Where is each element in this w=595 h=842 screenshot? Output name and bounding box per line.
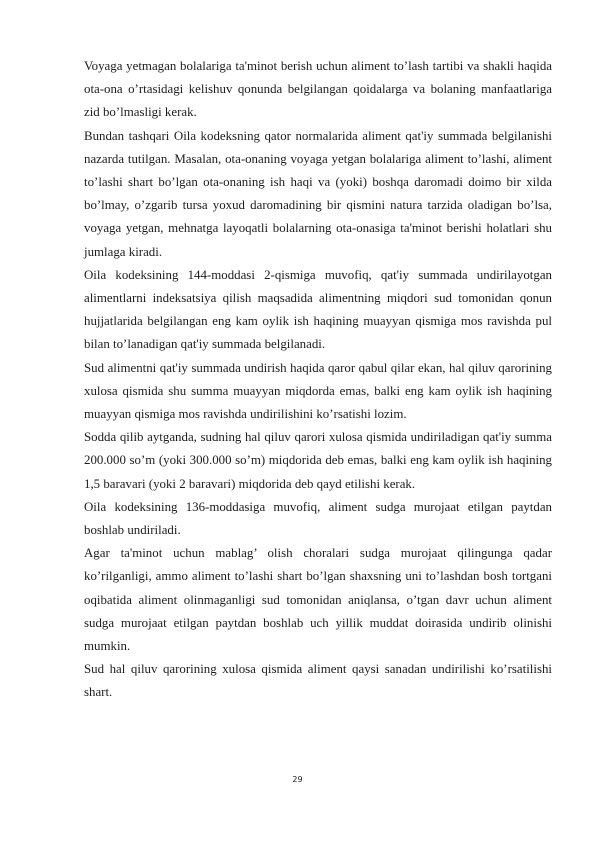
paragraph-5: Sodda qilib aytganda, sudning hal qiluv qarori xulosa qismida undiriladigan qat'iy summa 200.000 so’m (yoki 300.000 so’m) miqdorida deb emas, balki eng kam oylik ish haqining 1,5 baravari (yoki 2 baravari) miqdorida deb qayd etilishi kerak. [84, 430, 552, 491]
paragraph-3: Oila kodeksining 144-moddasi 2-qismiga muvofiq, qat'iy summada undirilayotgan alimentlarni indeksatsiya qilish maqsadida alimentning miqdori sud tomonidan qonun hujjatlarida belgilangan eng kam oylik ish haqining muayyan qismiga mos ravishda pul bilan to’lanadigan qat'iy summada belgilanadi. [84, 267, 552, 352]
paragraph-7: Agar ta'minot uchun mablag’ olish choralari sudga murojaat qilingunga qadar ko’rilganligi, ammo aliment to’lashi shart bo’lgan shaxsning uni to’lashdan bosh tortgani oqibatida aliment olinmaganligi sud tomonidan aniqlansa, o’tgan davr uchun aliment sudga murojaat etilgan paytdan boshlab uch yillik muddat doirasida undirib olinishi mumkin. [84, 546, 552, 654]
page-number: 29 [292, 775, 303, 784]
paragraph-8: Sud hal qiluv qarorining xulosa qismida aliment qaysi sanadan undirilishi ko’rsatilishi shart. [84, 662, 552, 700]
paragraph-4: Sud alimentni qat'iy summada undirish haqida qaror qabul qilar ekan, hal qiluv qarorining xulosa qismida shu summa muayyan miqdorda emas, balki eng kam oylik ish haqining muayyan qismiga mos ravishda undirilishini ko’rsatishi lozim. [84, 360, 552, 422]
paragraph-2: Bundan tashqari Oila kodeksning qator normalarida aliment qat'iy summada belgilanishi nazarda tutilgan. Masalan, ota-onaning voyaga yetgan bolalariga aliment to’lashi, aliment to’lashi shart bo’lgan ota-onaning ish haqi va (yoki) boshqa daromadi doimo bir xilda bo’lmay, o’zgarib tursa yoxud daromadining bir qismini natura tarzida oladigan bo’lsa, voyaga yetgan, mehnatga layoqatli bolalarning ota-onasiga ta'minot berishi holatlari shu jumlaga kiradi. [84, 128, 552, 259]
paragraph-6: Oila kodeksining 136-moddasiga muvofiq, aliment sudga murojaat etilgan paytdan boshlab undiriladi. [84, 499, 552, 538]
body-text [84, 55, 552, 705]
paragraph-1: Voyaga yetmagan bolalariga ta'minot berish uchun aliment to’lash tartibi va shakli haqida ota-ona o’rtasidagi kelishuv qonunda belgilangan qoidalarga va bolaning manfaatlariga zid bo’lmasligi kerak. [84, 59, 552, 120]
